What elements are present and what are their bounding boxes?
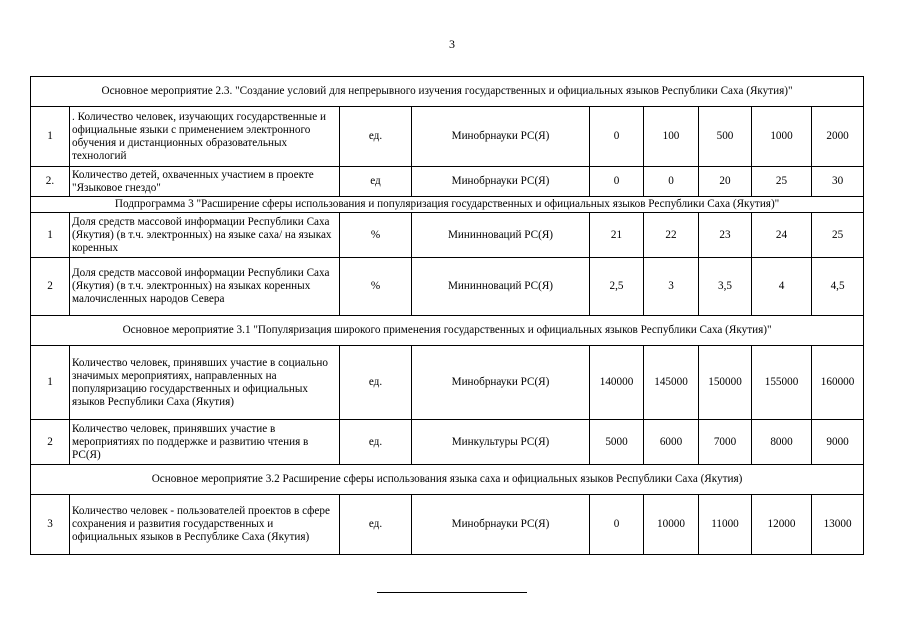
value-cell: 4 [752, 258, 812, 316]
row-number: 1 [31, 107, 70, 167]
section-title: Основное мероприятие 3.1 "Популяризация широкого применения государственных и официальных языков Республики Саха (Якутия)" [31, 316, 864, 346]
unit-cell: ед. [340, 420, 412, 465]
indicator-name: Доля средств массовой информации Республики Саха (Якутия) (в т.ч. электронных) на языках коренных малочисленных народов Севера [70, 258, 340, 316]
section-title: Основное мероприятие 2.3. "Создание условий для непрерывного изучения государственных и официальных языков Республики Саха (Якутия)" [31, 77, 864, 107]
value-cell: 11000 [699, 495, 752, 555]
value-cell: 140000 [590, 346, 644, 420]
value-cell: 10000 [644, 495, 699, 555]
row-number: 1 [31, 346, 70, 420]
unit-cell: ед. [340, 495, 412, 555]
value-cell: 5000 [590, 420, 644, 465]
row-number: 1 [31, 213, 70, 258]
value-cell: 6000 [644, 420, 699, 465]
unit-cell: ед. [340, 346, 412, 420]
value-cell: 23 [699, 213, 752, 258]
value-cell: 20 [699, 167, 752, 197]
value-cell: 25 [812, 213, 864, 258]
value-cell: 13000 [812, 495, 864, 555]
value-cell: 0 [590, 167, 644, 197]
indicator-name: Количество человек, принявших участие в мероприятиях по поддержке и развитию чтения в РС(Я) [70, 420, 340, 465]
unit-cell: % [340, 213, 412, 258]
table-row [31, 346, 864, 420]
table-row [31, 213, 864, 258]
table-row [31, 167, 864, 197]
table-row [31, 107, 864, 167]
value-cell: 155000 [752, 346, 812, 420]
value-cell: 9000 [812, 420, 864, 465]
unit-cell: % [340, 258, 412, 316]
value-cell: 500 [699, 107, 752, 167]
responsible-cell: Минобрнауки РС(Я) [412, 107, 590, 167]
value-cell: 2,5 [590, 258, 644, 316]
section-row [31, 316, 864, 346]
section-title: Подпрограмма 3 "Расширение сферы использования и популяризация государственных и официальных языков Республики Саха (Якутия)" [31, 197, 864, 213]
value-cell: 2000 [812, 107, 864, 167]
value-cell: 12000 [752, 495, 812, 555]
value-cell: 3,5 [699, 258, 752, 316]
page-number: 3 [449, 37, 455, 51]
value-cell: 160000 [812, 346, 864, 420]
row-number: 2 [31, 258, 70, 316]
value-cell: 3 [644, 258, 699, 316]
responsible-cell: Мининноваций РС(Я) [412, 213, 590, 258]
responsible-cell: Минобрнауки РС(Я) [412, 495, 590, 555]
indicator-name: Количество человек - пользователей проектов в сфере сохранения и развития государственных и официальных языков в Республике Саха (Якутия) [70, 495, 340, 555]
indicator-name: Доля средств массовой информации Республики Саха (Якутия) (в т.ч. электронных) на языке саха/ на языках коренных [70, 213, 340, 258]
table-row [31, 495, 864, 555]
value-cell: 150000 [699, 346, 752, 420]
value-cell: 1000 [752, 107, 812, 167]
value-cell: 22 [644, 213, 699, 258]
footnote-divider [377, 592, 527, 593]
indicator-name: Количество человек, принявших участие в социально значимых мероприятиях, направленных на популяризацию государственных и официальных языков Республики Саха (Якутия) [70, 346, 340, 420]
value-cell: 21 [590, 213, 644, 258]
section-row [31, 197, 864, 213]
value-cell: 0 [644, 167, 699, 197]
value-cell: 145000 [644, 346, 699, 420]
responsible-cell: Минобрнауки РС(Я) [412, 346, 590, 420]
value-cell: 24 [752, 213, 812, 258]
section-title: Основное мероприятие 3.2 Расширение сферы использования языка саха и официальных языков Республики Саха (Якутия) [31, 465, 864, 495]
value-cell: 8000 [752, 420, 812, 465]
table-row [31, 258, 864, 316]
section-row [31, 465, 864, 495]
row-number: 2. [31, 167, 70, 197]
table-row [31, 420, 864, 465]
unit-cell: ед. [340, 107, 412, 167]
indicator-name: Количество детей, охваченных участием в проекте "Языковое гнездо" [70, 167, 340, 197]
row-number: 2 [31, 420, 70, 465]
value-cell: 4,5 [812, 258, 864, 316]
value-cell: 30 [812, 167, 864, 197]
unit-cell: ед [340, 167, 412, 197]
value-cell: 7000 [699, 420, 752, 465]
value-cell: 0 [590, 107, 644, 167]
responsible-cell: Минкультуры РС(Я) [412, 420, 590, 465]
responsible-cell: Минобрнауки РС(Я) [412, 167, 590, 197]
indicator-name: . Количество человек, изучающих государственные и официальные языки с применением электронного обучения и дистанционных образовательных технологий [70, 107, 340, 167]
value-cell: 25 [752, 167, 812, 197]
responsible-cell: Мининноваций РС(Я) [412, 258, 590, 316]
section-row [31, 77, 864, 107]
value-cell: 100 [644, 107, 699, 167]
value-cell: 0 [590, 495, 644, 555]
indicators-table [30, 76, 864, 555]
row-number: 3 [31, 495, 70, 555]
